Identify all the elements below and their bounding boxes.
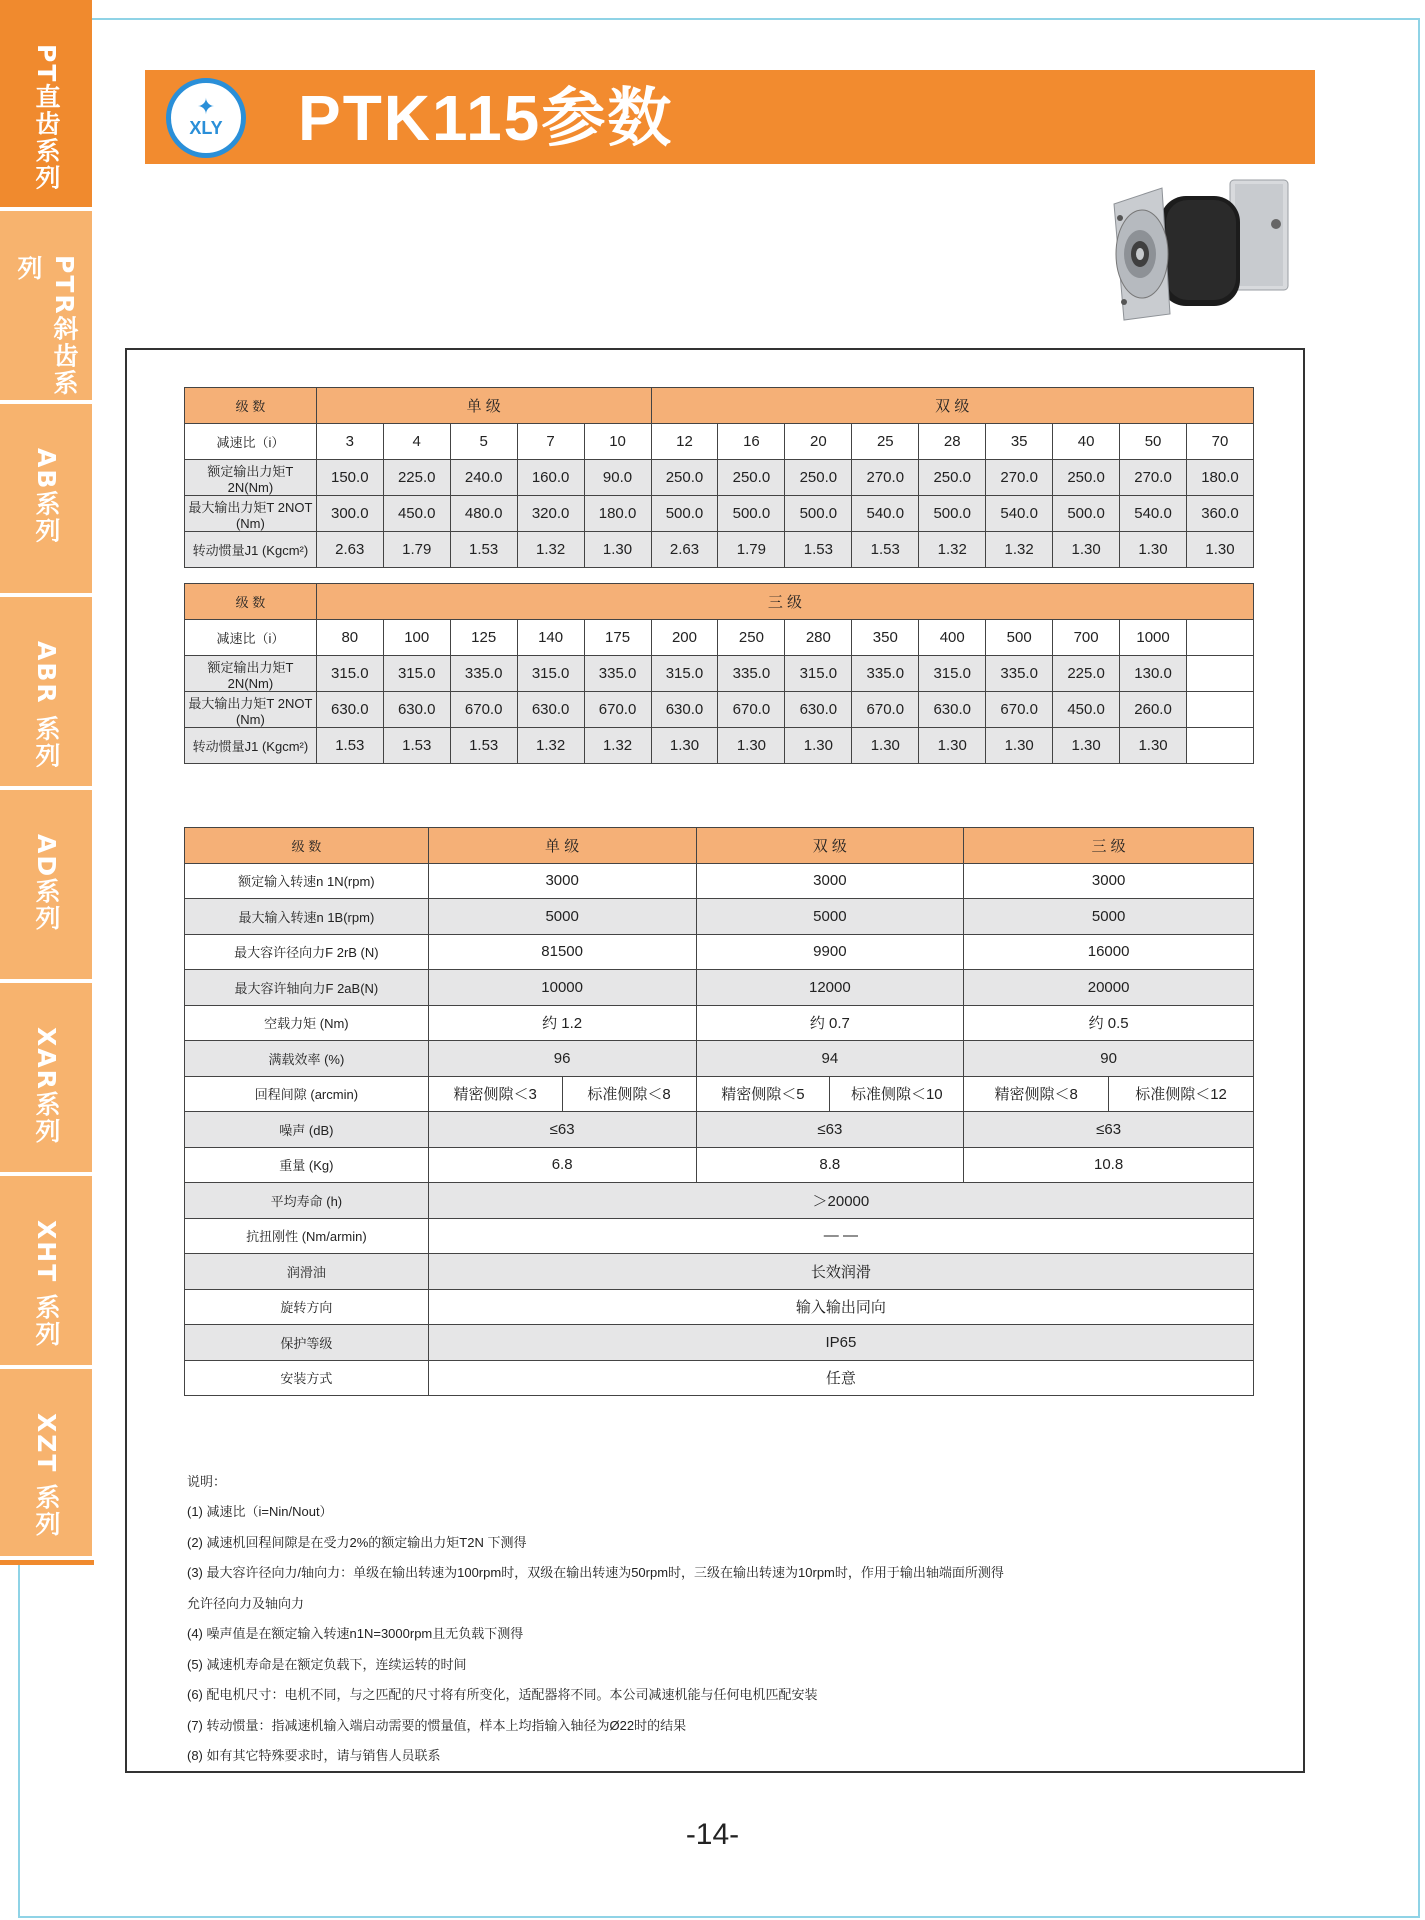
value-cell: 315.0 <box>651 656 718 692</box>
sidebar-tab-abr[interactable] <box>0 597 92 790</box>
table-row <box>185 1005 1254 1041</box>
value-cell: 630.0 <box>383 692 450 728</box>
value-cell: 270.0 <box>852 460 919 496</box>
notes-title: 说明： <box>187 1474 227 1489</box>
value-cell: 335.0 <box>584 656 651 692</box>
page-number: -14- <box>685 1818 740 1851</box>
value-cell: 540.0 <box>986 496 1053 532</box>
value-cell: 3000 <box>964 863 1254 899</box>
value-cell: 94 <box>696 1041 964 1077</box>
value-cell: IP65 <box>428 1325 1253 1361</box>
sidebar-tab-ptr[interactable] <box>0 211 92 404</box>
value-cell: 5 <box>450 424 517 460</box>
stage-label-cell: 级 数 <box>185 388 317 424</box>
row-label: 额定输入转速n 1N(rpm) <box>185 863 429 899</box>
value-cell: 500.0 <box>1053 496 1120 532</box>
row-label: 减速比（i） <box>185 424 317 460</box>
value-cell: 630.0 <box>316 692 383 728</box>
value-cell: 25 <box>852 424 919 460</box>
value-cell: 1000 <box>1120 620 1187 656</box>
empty-cell <box>1187 620 1254 656</box>
table-row <box>185 692 1254 728</box>
row-label: 润滑油 <box>185 1254 429 1290</box>
value-cell: 3 <box>316 424 383 460</box>
value-cell: 315.0 <box>785 656 852 692</box>
value-cell: 670.0 <box>986 692 1053 728</box>
row-label: 旋转方向 <box>185 1289 429 1325</box>
row-label: 平均寿命 (h) <box>185 1183 429 1219</box>
value-cell: 任意 <box>428 1360 1253 1396</box>
value-cell: 500.0 <box>651 496 718 532</box>
note-item: (1) 减速比（i=Nin/Nout） <box>187 1504 333 1519</box>
table-row <box>185 934 1254 970</box>
value-cell: 225.0 <box>383 460 450 496</box>
row-label: 保护等级 <box>185 1325 429 1361</box>
value-cell: 35 <box>986 424 1053 460</box>
value-cell: 90.0 <box>584 460 651 496</box>
value-cell: 12 <box>651 424 718 460</box>
value-cell: 2.63 <box>316 532 383 568</box>
value-cell: 1.53 <box>785 532 852 568</box>
table-row <box>185 460 1254 496</box>
value-cell: 1.30 <box>852 728 919 764</box>
table-row <box>185 496 1254 532</box>
value-cell: 20 <box>785 424 852 460</box>
table-row <box>185 970 1254 1006</box>
sidebar-tab-xht[interactable] <box>0 1176 92 1369</box>
value-cell: 175 <box>584 620 651 656</box>
value-cell: 10 <box>584 424 651 460</box>
table-row <box>185 532 1254 568</box>
value-cell: 500.0 <box>718 496 785 532</box>
value-cell: 260.0 <box>1120 692 1187 728</box>
value-cell: 320.0 <box>517 496 584 532</box>
value-cell: 315.0 <box>919 656 986 692</box>
note-item: (3) 最大容许径向力/轴向力：单级在输出转速为100rpm时，双级在输出转速为50rpm时，三级在输出转速为10rpm时，作用于输出轴端面所测得 <box>187 1565 1004 1580</box>
value-cell: 225.0 <box>1053 656 1120 692</box>
value-cell: 约 0.7 <box>696 1005 964 1041</box>
note-item: (4) 噪声值是在额定输入转速n1N=3000rpm且无负载下测得 <box>187 1626 524 1641</box>
note-item: 允许径向力及轴向力 <box>187 1595 305 1611</box>
value-cell: 3000 <box>696 863 964 899</box>
row-label: 额定输出力矩T 2N(Nm) <box>185 460 317 496</box>
table-row <box>185 1183 1254 1219</box>
value-cell: 输入输出同向 <box>428 1289 1253 1325</box>
value-cell: 270.0 <box>986 460 1053 496</box>
value-cell: 500.0 <box>785 496 852 532</box>
value-cell: 1.30 <box>1053 728 1120 764</box>
sidebar-tab-label: PTR斜齿系列 <box>14 255 79 397</box>
value-cell: 7 <box>517 424 584 460</box>
sidebar-tab-ad[interactable] <box>0 790 92 983</box>
sidebar-tab-label: PT直齿系列 <box>32 44 61 192</box>
value-cell: 96 <box>428 1041 696 1077</box>
value-cell: 16000 <box>964 934 1254 970</box>
value-cell: 40 <box>1053 424 1120 460</box>
stage-single-header: 单 级 <box>316 388 651 424</box>
table-row <box>185 1289 1254 1325</box>
value-cell: 1.32 <box>986 532 1053 568</box>
star-icon: ✦ <box>196 95 216 120</box>
header-cell: 单 级 <box>428 828 696 864</box>
value-cell: 180.0 <box>1187 460 1254 496</box>
row-label: 噪声 (dB) <box>185 1112 429 1148</box>
value-cell: 1.30 <box>919 728 986 764</box>
table-row <box>185 424 1254 460</box>
value-cell: 300.0 <box>316 496 383 532</box>
value-cell: 1.32 <box>919 532 986 568</box>
value-cell: 250 <box>718 620 785 656</box>
value-cell: 10000 <box>428 970 696 1006</box>
value-cell: 5000 <box>964 899 1254 935</box>
value-cell: 480.0 <box>450 496 517 532</box>
value-cell: 280 <box>785 620 852 656</box>
value-cell: 540.0 <box>1120 496 1187 532</box>
row-label: 转动惯量J1 (Kgcm²) <box>185 728 317 764</box>
value-cell: 70 <box>1187 424 1254 460</box>
value-cell: 630.0 <box>919 692 986 728</box>
value-cell: 1.53 <box>450 728 517 764</box>
value-cell: 8.8 <box>696 1147 964 1183</box>
value-cell: 250.0 <box>718 460 785 496</box>
header-cell: 三 级 <box>964 828 1254 864</box>
general-spec-table <box>184 827 1254 1396</box>
table-row <box>185 728 1254 764</box>
value-cell: 1.53 <box>450 532 517 568</box>
row-label: 重量 (Kg) <box>185 1147 429 1183</box>
value-cell: 450.0 <box>1053 692 1120 728</box>
table-row <box>185 863 1254 899</box>
value-cell: 335.0 <box>718 656 785 692</box>
value-cell: 130.0 <box>1120 656 1187 692</box>
value-cell: 1.30 <box>1187 532 1254 568</box>
value-cell: 100 <box>383 620 450 656</box>
empty-cell <box>1187 656 1254 692</box>
value-cell: 1.53 <box>383 728 450 764</box>
value-cell: 670.0 <box>584 692 651 728</box>
sidebar-tab-ab[interactable] <box>0 404 92 597</box>
value-cell: 81500 <box>428 934 696 970</box>
sidebar-divider <box>0 1560 94 1565</box>
value-cell: 270.0 <box>1120 460 1187 496</box>
value-cell: 630.0 <box>517 692 584 728</box>
table-row <box>185 1076 1254 1112</box>
row-label: 额定输出力矩T 2N(Nm) <box>185 656 317 692</box>
value-cell: 1.30 <box>1120 728 1187 764</box>
value-cell: 约 0.5 <box>964 1005 1254 1041</box>
spec-table-single-double <box>184 387 1254 568</box>
value-cell: 1.32 <box>517 728 584 764</box>
value-cell: 16 <box>718 424 785 460</box>
value-cell: 精密侧隙＜3 <box>428 1076 562 1112</box>
table-row <box>185 1147 1254 1183</box>
value-cell: 250.0 <box>919 460 986 496</box>
value-cell: 标准侧隙＜12 <box>1109 1076 1254 1112</box>
value-cell: 10.8 <box>964 1147 1254 1183</box>
value-cell: 335.0 <box>852 656 919 692</box>
sidebar-tab-label: ABR 系列 <box>32 641 61 770</box>
value-cell: 5000 <box>428 899 696 935</box>
gearbox-product-image <box>1100 178 1300 328</box>
row-label: 转动惯量J1 (Kgcm²) <box>185 532 317 568</box>
value-cell: 670.0 <box>852 692 919 728</box>
value-cell: 12000 <box>696 970 964 1006</box>
value-cell: 1.53 <box>316 728 383 764</box>
value-cell: 1.30 <box>718 728 785 764</box>
value-cell: — — <box>428 1218 1253 1254</box>
value-cell: 315.0 <box>383 656 450 692</box>
value-cell: 700 <box>1053 620 1120 656</box>
table-row <box>185 1360 1254 1396</box>
value-cell: 125 <box>450 620 517 656</box>
sidebar <box>0 0 94 1565</box>
row-label: 满载效率 (%) <box>185 1041 429 1077</box>
row-label: 减速比（i） <box>185 620 317 656</box>
table-row <box>185 1112 1254 1148</box>
empty-cell <box>1187 692 1254 728</box>
note-item: (2) 减速机回程间隙是在受力2%的额定输出力矩T2N 下测得 <box>187 1534 527 1550</box>
spec-table-triple <box>184 583 1254 764</box>
note-item: (6) 配电机尺寸：电机不同，与之匹配的尺寸将有所变化，适配器将不同。本公司减速机能与任何电机匹配安装 <box>187 1687 818 1702</box>
row-label: 抗扭刚性 (Nm/armin) <box>185 1218 429 1254</box>
value-cell: 1.30 <box>1053 532 1120 568</box>
value-cell: 5000 <box>696 899 964 935</box>
value-cell: 160.0 <box>517 460 584 496</box>
value-cell: 500.0 <box>919 496 986 532</box>
value-cell: 1.30 <box>1120 532 1187 568</box>
row-label: 最大输入转速n 1B(rpm) <box>185 899 429 935</box>
sidebar-tab-xar[interactable] <box>0 983 92 1176</box>
table-row <box>185 620 1254 656</box>
value-cell: 140 <box>517 620 584 656</box>
value-cell: 360.0 <box>1187 496 1254 532</box>
value-cell: 1.30 <box>785 728 852 764</box>
row-label: 最大输出力矩T 2NOT (Nm) <box>185 692 317 728</box>
value-cell: 250.0 <box>1053 460 1120 496</box>
value-cell: ≤63 <box>964 1112 1254 1148</box>
value-cell: 335.0 <box>450 656 517 692</box>
logo-text: XLY <box>189 118 223 138</box>
value-cell: 200 <box>651 620 718 656</box>
value-cell: 精密侧隙＜5 <box>696 1076 830 1112</box>
row-label: 最大输出力矩T 2NOT (Nm) <box>185 496 317 532</box>
value-cell: 150.0 <box>316 460 383 496</box>
note-item: (7) 转动惯量：指减速机输入端启动需要的惯量值，样本上均指输入轴径为Ø22时的结果 <box>187 1717 687 1733</box>
value-cell: 1.32 <box>584 728 651 764</box>
sidebar-tab-pt[interactable] <box>0 0 92 211</box>
value-cell: 1.30 <box>986 728 1053 764</box>
value-cell: 180.0 <box>584 496 651 532</box>
value-cell: ≤63 <box>428 1112 696 1148</box>
value-cell: 20000 <box>964 970 1254 1006</box>
sidebar-tab-label: AD系列 <box>32 834 61 933</box>
value-cell: 315.0 <box>517 656 584 692</box>
value-cell: 670.0 <box>450 692 517 728</box>
stage-double-header: 双 级 <box>651 388 1254 424</box>
brand-logo <box>166 78 246 158</box>
value-cell: 3000 <box>428 863 696 899</box>
table-row <box>185 656 1254 692</box>
row-label: 最大容许轴向力F 2aB(N) <box>185 970 429 1006</box>
note-item: (5) 减速机寿命是在额定负载下，连续运转的时间 <box>187 1656 467 1672</box>
value-cell: 1.79 <box>718 532 785 568</box>
value-cell: 精密侧隙＜8 <box>964 1076 1109 1112</box>
row-label: 安装方式 <box>185 1360 429 1396</box>
value-cell: 335.0 <box>986 656 1053 692</box>
value-cell: 670.0 <box>718 692 785 728</box>
sidebar-tab-xzt[interactable] <box>0 1369 92 1560</box>
value-cell: 240.0 <box>450 460 517 496</box>
value-cell: 500 <box>986 620 1053 656</box>
value-cell: 1.30 <box>584 532 651 568</box>
stage-triple-header: 三 级 <box>316 584 1253 620</box>
sidebar-tab-label: XHT 系列 <box>32 1220 61 1348</box>
sidebar-tab-label: AB系列 <box>32 448 61 545</box>
value-cell: 1.53 <box>852 532 919 568</box>
value-cell: 1.32 <box>517 532 584 568</box>
value-cell: 约 1.2 <box>428 1005 696 1041</box>
value-cell: 80 <box>316 620 383 656</box>
value-cell: ≤63 <box>696 1112 964 1148</box>
value-cell: 9900 <box>696 934 964 970</box>
row-label: 空载力矩 (Nm) <box>185 1005 429 1041</box>
value-cell: 630.0 <box>785 692 852 728</box>
value-cell: 1.79 <box>383 532 450 568</box>
value-cell: 400 <box>919 620 986 656</box>
row-label: 回程间隙 (arcmin) <box>185 1076 429 1112</box>
sidebar-tab-label: XZT 系列 <box>32 1413 61 1539</box>
header-cell: 级 数 <box>185 828 429 864</box>
value-cell: 28 <box>919 424 986 460</box>
page-title: PTK115参数 <box>298 82 674 154</box>
value-cell: 2.63 <box>651 532 718 568</box>
value-cell: 250.0 <box>651 460 718 496</box>
table-row <box>185 1325 1254 1361</box>
value-cell: 350 <box>852 620 919 656</box>
value-cell: ＞20000 <box>428 1183 1253 1219</box>
sidebar-tab-label: XAR系列 <box>32 1027 61 1145</box>
stage-label-cell: 级 数 <box>185 584 317 620</box>
value-cell: 标准侧隙＜8 <box>562 1076 696 1112</box>
table-row <box>185 1254 1254 1290</box>
value-cell: 540.0 <box>852 496 919 532</box>
row-label: 最大容许径向力F 2rB (N) <box>185 934 429 970</box>
header-cell: 双 级 <box>696 828 964 864</box>
table-row <box>185 1218 1254 1254</box>
value-cell: 长效润滑 <box>428 1254 1253 1290</box>
value-cell: 630.0 <box>651 692 718 728</box>
table-row <box>185 899 1254 935</box>
value-cell: 标准侧隙＜10 <box>830 1076 964 1112</box>
value-cell: 315.0 <box>316 656 383 692</box>
value-cell: 450.0 <box>383 496 450 532</box>
value-cell: 90 <box>964 1041 1254 1077</box>
note-item: (8) 如有其它特殊要求时，请与销售人员联系 <box>187 1748 441 1763</box>
table-row <box>185 1041 1254 1077</box>
value-cell: 4 <box>383 424 450 460</box>
value-cell: 6.8 <box>428 1147 696 1183</box>
value-cell: 1.30 <box>651 728 718 764</box>
notes-section <box>187 1467 1004 1772</box>
value-cell: 50 <box>1120 424 1187 460</box>
empty-cell <box>1187 728 1254 764</box>
value-cell: 250.0 <box>785 460 852 496</box>
